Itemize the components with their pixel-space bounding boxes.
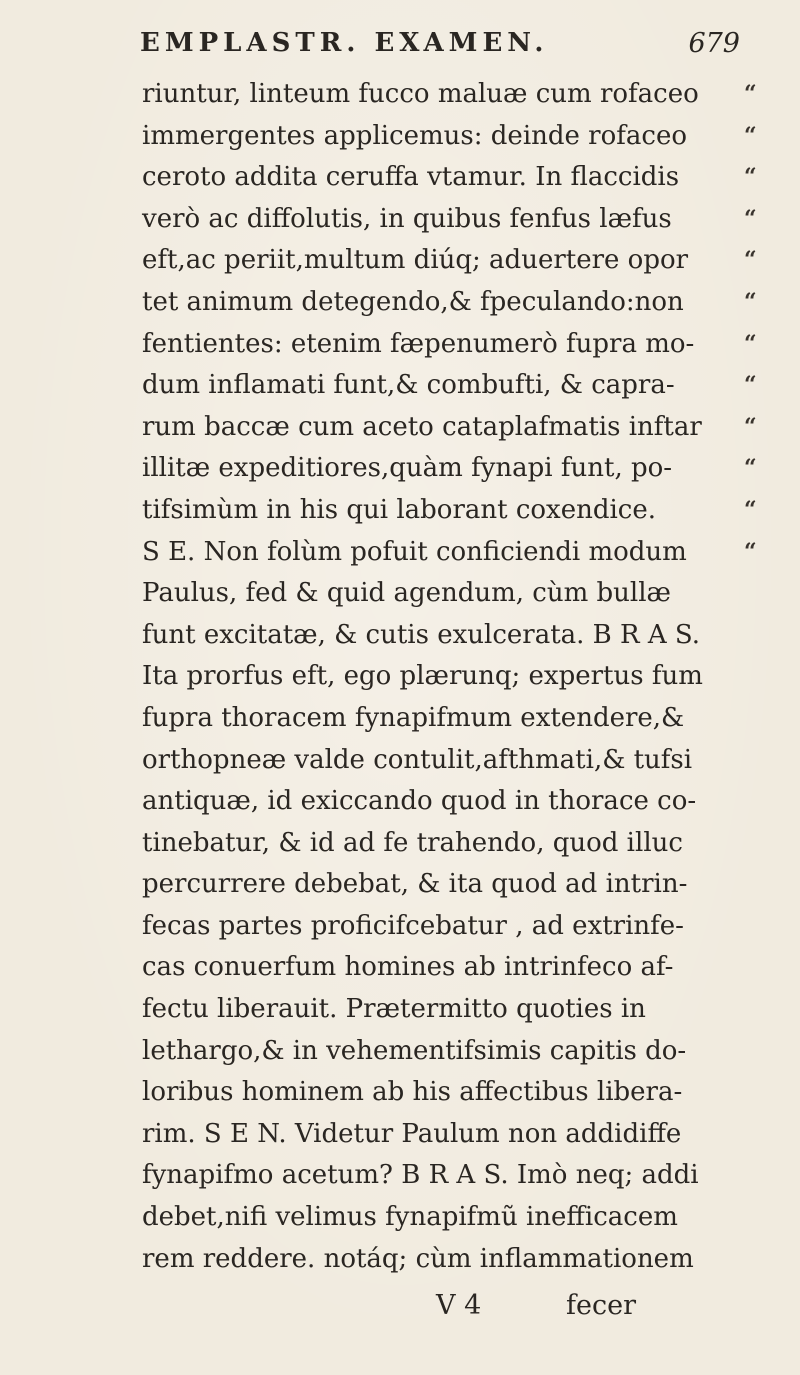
page-footer (0, 1290, 800, 1334)
text-line: ceroto addita ceruffa vtamur. In flaccidis (142, 162, 680, 193)
text-line: cas conuerfum homines ab intrinfeco af- (142, 952, 674, 983)
page-number: 679 (688, 28, 740, 59)
quote-mark: “ (744, 81, 757, 107)
text-line: funt excitatæ, & cutis exulcerata. B R A S. (142, 619, 701, 650)
text-line: verò ac diffolutis, in quibus fenfus læfus (142, 203, 672, 234)
text-line: rim. S E N. Videtur Paulum non addidiffe (142, 1118, 682, 1149)
text-line: debet,nifi velimus fynapifmũ inefficacem (142, 1202, 678, 1233)
text-line: antiquæ, id exiccando quod in thorace co- (142, 786, 697, 817)
text-line: S E. Non folùm pofuit conficiendi modum (142, 536, 687, 567)
text-line: immergentes applicemus: deinde rofaceo (142, 120, 687, 151)
quote-mark: “ (744, 496, 757, 523)
text-line: percurrere debebat, & ita quod ad intrin- (142, 869, 688, 900)
quote-mark: “ (744, 413, 757, 440)
text-line: tifsimùm in his qui laborant coxendice. (142, 494, 657, 525)
marginal-quotation-marks (744, 74, 784, 573)
text-line: fecas partes proficifcebatur , ad extrinfe- (142, 910, 684, 941)
quote-mark: “ (744, 288, 757, 315)
text-line: fupra thoracem fynapifmum extendere,& (142, 702, 685, 733)
catchword: fecer (566, 1290, 636, 1321)
text-line: fentientes: etenim fæpenumerò fupra mo- (142, 328, 695, 359)
text-line: tinebatur, & id ad fe trahendo, quod illuc (142, 827, 683, 858)
running-title: EMPLASTR. EXAMEN. (140, 28, 549, 58)
text-line: Ita prorfus eft, ego plærunq; expertus fum (142, 661, 703, 692)
quote-mark: “ (744, 164, 757, 191)
text-line: dum inflamati funt,& combufti, & capra- (142, 370, 675, 401)
quote-mark: “ (744, 372, 757, 399)
signature-mark: V 4 (436, 1290, 482, 1321)
text-line: tet animum detegendo,& fpeculando:non (142, 286, 684, 317)
text-line: illitæ expeditiores,quàm fynapi funt, po- (142, 453, 673, 484)
text-line: fynapifmo acetum? B R A S. Imò neq; addi (142, 1160, 699, 1191)
text-line: fectu liberauit. Prætermitto quoties in (142, 994, 646, 1025)
running-head (100, 28, 740, 68)
quote-mark: “ (744, 247, 757, 274)
text-line: rum baccæ cum aceto cataplafmatis inftar (142, 411, 702, 442)
quote-mark: “ (744, 205, 757, 232)
text-line: Paulus, fed & quid agendum, cùm bullæ (142, 578, 671, 609)
text-line: rem reddere. notáq; cùm inflammationem (142, 1243, 694, 1274)
quote-mark: “ (744, 122, 757, 149)
text-line: riuntur, linteum fucco maluæ cum rofaceo (142, 79, 699, 109)
quote-mark: “ (744, 455, 757, 482)
quote-mark: “ (744, 538, 757, 565)
body-text (142, 74, 702, 1280)
text-line: loribus hominem ab his affectibus libera- (142, 1077, 683, 1108)
text-line: eft,ac periit,multum diúq; aduertere opor (142, 245, 689, 276)
quote-mark: “ (744, 330, 757, 357)
text-line: lethargo,& in vehementifsimis capitis do- (142, 1035, 687, 1066)
text-line: orthopneæ valde contulit,afthmati,& tufsi (142, 744, 693, 775)
